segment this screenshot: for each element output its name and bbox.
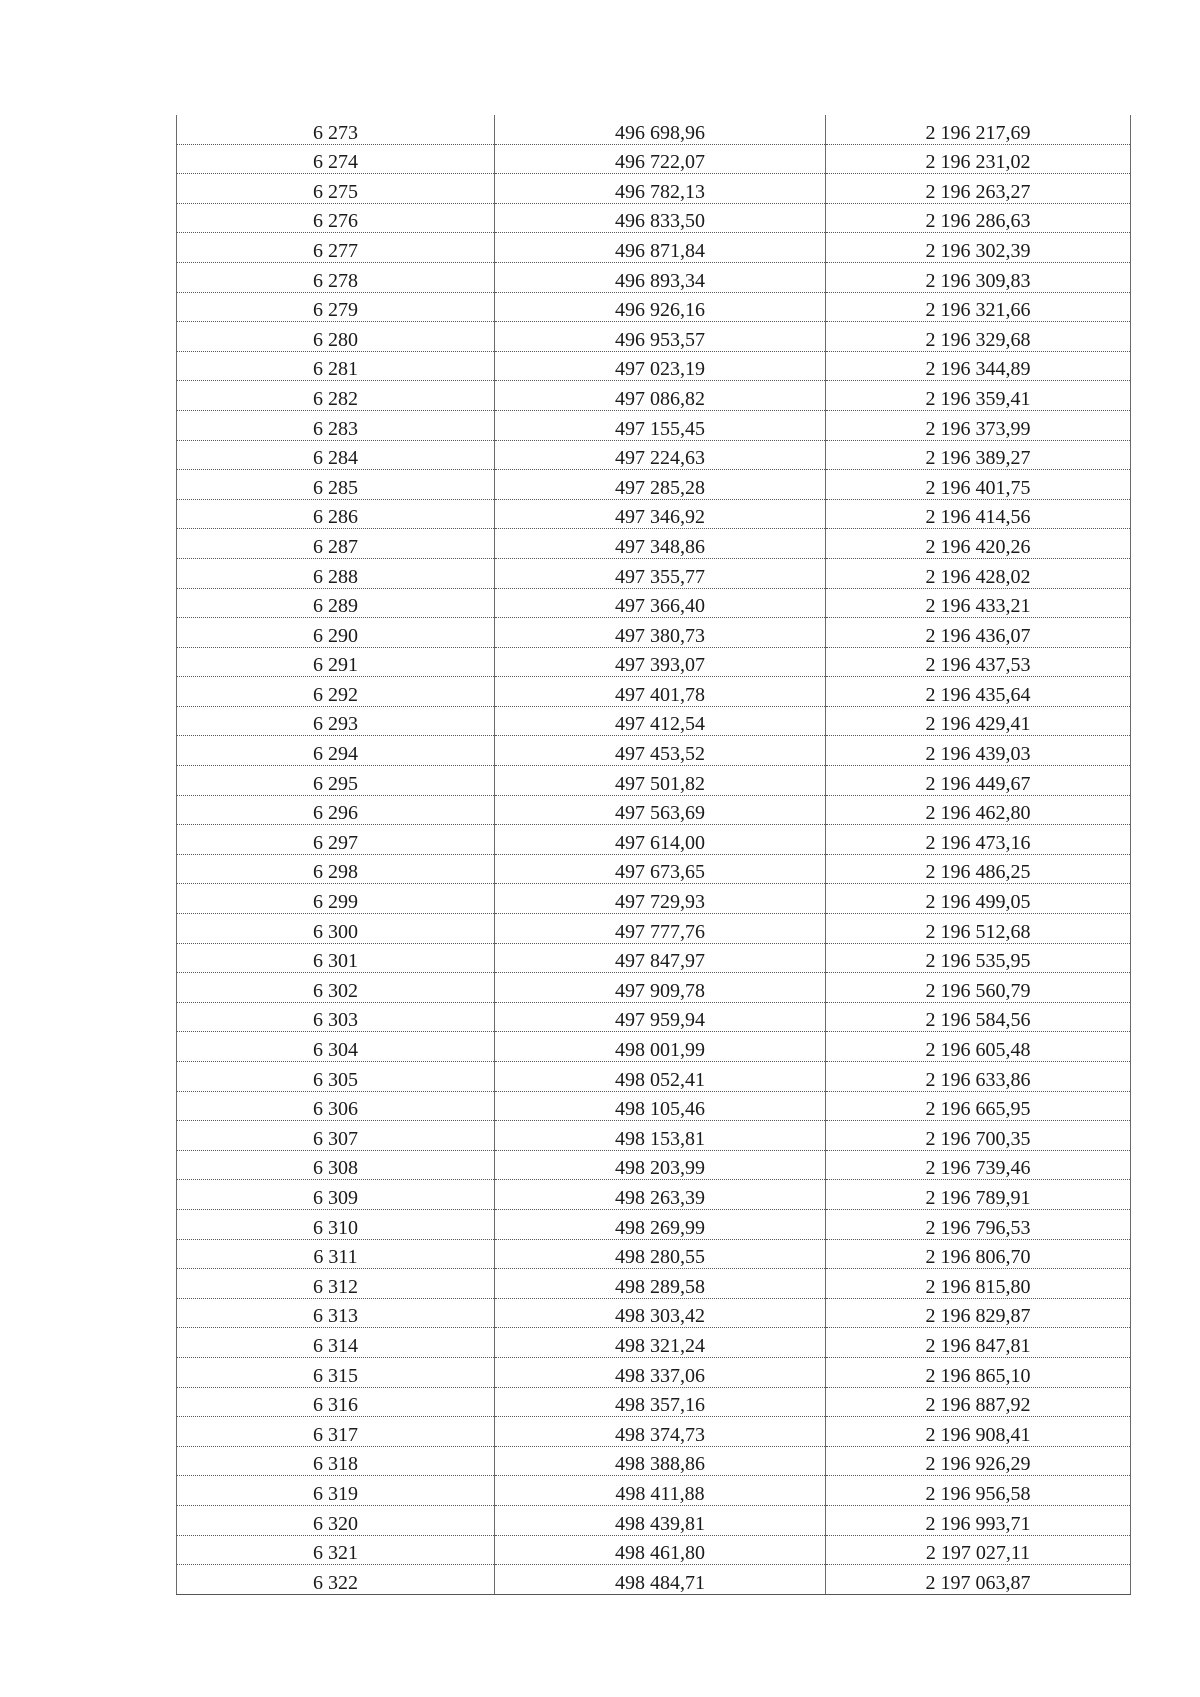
y-coordinate-cell: 2 196 420,26 — [826, 529, 1131, 559]
y-coordinate-cell: 2 196 437,53 — [826, 647, 1131, 677]
y-coordinate-cell: 2 196 739,46 — [826, 1150, 1131, 1180]
y-coordinate-cell: 2 196 473,16 — [826, 825, 1131, 855]
table-row — [177, 1209, 1131, 1239]
y-coordinate-cell: 2 196 865,10 — [826, 1357, 1131, 1387]
x-coordinate-cell: 498 411,88 — [495, 1476, 826, 1506]
point-number-cell: 6 303 — [177, 1002, 495, 1032]
point-number-cell: 6 309 — [177, 1180, 495, 1210]
table-row — [177, 292, 1131, 322]
y-coordinate-cell: 2 196 433,21 — [826, 588, 1131, 618]
table-row — [177, 1417, 1131, 1447]
point-number-cell: 6 312 — [177, 1269, 495, 1299]
point-number-cell: 6 300 — [177, 914, 495, 944]
x-coordinate-cell: 496 722,07 — [495, 144, 826, 174]
x-coordinate-cell: 497 155,45 — [495, 410, 826, 440]
y-coordinate-cell: 2 196 389,27 — [826, 440, 1131, 470]
x-coordinate-cell: 498 263,39 — [495, 1180, 826, 1210]
x-coordinate-cell: 498 153,81 — [495, 1121, 826, 1151]
y-coordinate-cell: 2 196 535,95 — [826, 943, 1131, 973]
table-row — [177, 1446, 1131, 1476]
x-coordinate-cell: 496 871,84 — [495, 233, 826, 263]
point-number-cell: 6 305 — [177, 1062, 495, 1092]
x-coordinate-cell: 497 285,28 — [495, 470, 826, 500]
point-number-cell: 6 289 — [177, 588, 495, 618]
y-coordinate-cell: 2 196 321,66 — [826, 292, 1131, 322]
table-row — [177, 1298, 1131, 1328]
x-coordinate-cell: 497 847,97 — [495, 943, 826, 973]
point-number-cell: 6 321 — [177, 1535, 495, 1565]
y-coordinate-cell: 2 196 435,64 — [826, 677, 1131, 707]
y-coordinate-cell: 2 196 789,91 — [826, 1180, 1131, 1210]
y-coordinate-cell: 2 196 414,56 — [826, 499, 1131, 529]
table-row — [177, 1002, 1131, 1032]
coordinates-table-body — [177, 115, 1131, 1594]
x-coordinate-cell: 497 909,78 — [495, 973, 826, 1003]
y-coordinate-cell: 2 196 815,80 — [826, 1269, 1131, 1299]
y-coordinate-cell: 2 196 665,95 — [826, 1091, 1131, 1121]
y-coordinate-cell: 2 196 449,67 — [826, 766, 1131, 796]
y-coordinate-cell: 2 196 829,87 — [826, 1298, 1131, 1328]
point-number-cell: 6 283 — [177, 410, 495, 440]
point-number-cell: 6 296 — [177, 795, 495, 825]
table-row — [177, 647, 1131, 677]
x-coordinate-cell: 496 893,34 — [495, 262, 826, 292]
point-number-cell: 6 310 — [177, 1209, 495, 1239]
x-coordinate-cell: 497 563,69 — [495, 795, 826, 825]
y-coordinate-cell: 2 196 806,70 — [826, 1239, 1131, 1269]
table-row — [177, 1476, 1131, 1506]
x-coordinate-cell: 498 388,86 — [495, 1446, 826, 1476]
x-coordinate-cell: 498 303,42 — [495, 1298, 826, 1328]
table-row — [177, 1180, 1131, 1210]
y-coordinate-cell: 2 196 956,58 — [826, 1476, 1131, 1506]
table-row — [177, 677, 1131, 707]
y-coordinate-cell: 2 196 302,39 — [826, 233, 1131, 263]
y-coordinate-cell: 2 196 436,07 — [826, 618, 1131, 648]
table-row — [177, 115, 1131, 144]
point-number-cell: 6 306 — [177, 1091, 495, 1121]
point-number-cell: 6 293 — [177, 706, 495, 736]
point-number-cell: 6 288 — [177, 558, 495, 588]
table-row — [177, 1565, 1131, 1595]
table-row — [177, 854, 1131, 884]
table-row — [177, 174, 1131, 204]
x-coordinate-cell: 497 355,77 — [495, 558, 826, 588]
x-coordinate-cell: 497 729,93 — [495, 884, 826, 914]
point-number-cell: 6 279 — [177, 292, 495, 322]
y-coordinate-cell: 2 196 373,99 — [826, 410, 1131, 440]
table-row — [177, 1239, 1131, 1269]
x-coordinate-cell: 498 461,80 — [495, 1535, 826, 1565]
x-coordinate-cell: 497 614,00 — [495, 825, 826, 855]
x-coordinate-cell: 498 439,81 — [495, 1505, 826, 1535]
x-coordinate-cell: 498 374,73 — [495, 1417, 826, 1447]
point-number-cell: 6 319 — [177, 1476, 495, 1506]
y-coordinate-cell: 2 196 329,68 — [826, 322, 1131, 352]
y-coordinate-cell: 2 196 401,75 — [826, 470, 1131, 500]
x-coordinate-cell: 497 401,78 — [495, 677, 826, 707]
point-number-cell: 6 273 — [177, 115, 495, 144]
x-coordinate-cell: 497 501,82 — [495, 766, 826, 796]
point-number-cell: 6 278 — [177, 262, 495, 292]
x-coordinate-cell: 498 001,99 — [495, 1032, 826, 1062]
table-row — [177, 1150, 1131, 1180]
y-coordinate-cell: 2 196 926,29 — [826, 1446, 1131, 1476]
point-number-cell: 6 286 — [177, 499, 495, 529]
y-coordinate-cell: 2 196 263,27 — [826, 174, 1131, 204]
point-number-cell: 6 298 — [177, 854, 495, 884]
point-number-cell: 6 311 — [177, 1239, 495, 1269]
x-coordinate-cell: 498 337,06 — [495, 1357, 826, 1387]
point-number-cell: 6 302 — [177, 973, 495, 1003]
x-coordinate-cell: 497 086,82 — [495, 381, 826, 411]
point-number-cell: 6 307 — [177, 1121, 495, 1151]
point-number-cell: 6 294 — [177, 736, 495, 766]
x-coordinate-cell: 498 052,41 — [495, 1062, 826, 1092]
point-number-cell: 6 313 — [177, 1298, 495, 1328]
table-row — [177, 499, 1131, 529]
x-coordinate-cell: 498 484,71 — [495, 1565, 826, 1595]
y-coordinate-cell: 2 196 560,79 — [826, 973, 1131, 1003]
y-coordinate-cell: 2 196 993,71 — [826, 1505, 1131, 1535]
y-coordinate-cell: 2 197 027,11 — [826, 1535, 1131, 1565]
point-number-cell: 6 281 — [177, 351, 495, 381]
point-number-cell: 6 284 — [177, 440, 495, 470]
table-row — [177, 588, 1131, 618]
table-row — [177, 203, 1131, 233]
table-row — [177, 440, 1131, 470]
x-coordinate-cell: 497 380,73 — [495, 618, 826, 648]
point-number-cell: 6 287 — [177, 529, 495, 559]
table-row — [177, 1387, 1131, 1417]
x-coordinate-cell: 496 953,57 — [495, 322, 826, 352]
point-number-cell: 6 275 — [177, 174, 495, 204]
y-coordinate-cell: 2 196 633,86 — [826, 1062, 1131, 1092]
point-number-cell: 6 290 — [177, 618, 495, 648]
point-number-cell: 6 297 — [177, 825, 495, 855]
x-coordinate-cell: 496 782,13 — [495, 174, 826, 204]
table-row — [177, 470, 1131, 500]
point-number-cell: 6 316 — [177, 1387, 495, 1417]
table-row — [177, 706, 1131, 736]
x-coordinate-cell: 498 269,99 — [495, 1209, 826, 1239]
y-coordinate-cell: 2 196 584,56 — [826, 1002, 1131, 1032]
y-coordinate-cell: 2 196 344,89 — [826, 351, 1131, 381]
table-row — [177, 410, 1131, 440]
y-coordinate-cell: 2 196 605,48 — [826, 1032, 1131, 1062]
x-coordinate-cell: 498 105,46 — [495, 1091, 826, 1121]
table-row — [177, 262, 1131, 292]
x-coordinate-cell: 498 203,99 — [495, 1150, 826, 1180]
table-row — [177, 1357, 1131, 1387]
table-row — [177, 1505, 1131, 1535]
point-number-cell: 6 314 — [177, 1328, 495, 1358]
point-number-cell: 6 320 — [177, 1505, 495, 1535]
table-row — [177, 351, 1131, 381]
point-number-cell: 6 322 — [177, 1565, 495, 1595]
table-row — [177, 1535, 1131, 1565]
point-number-cell: 6 299 — [177, 884, 495, 914]
y-coordinate-cell: 2 196 887,92 — [826, 1387, 1131, 1417]
point-number-cell: 6 317 — [177, 1417, 495, 1447]
y-coordinate-cell: 2 196 499,05 — [826, 884, 1131, 914]
y-coordinate-cell: 2 196 231,02 — [826, 144, 1131, 174]
point-number-cell: 6 318 — [177, 1446, 495, 1476]
x-coordinate-cell: 497 023,19 — [495, 351, 826, 381]
table-row — [177, 795, 1131, 825]
table-row — [177, 144, 1131, 174]
x-coordinate-cell: 497 393,07 — [495, 647, 826, 677]
table-row — [177, 766, 1131, 796]
y-coordinate-cell: 2 196 486,25 — [826, 854, 1131, 884]
point-number-cell: 6 277 — [177, 233, 495, 263]
table-row — [177, 1121, 1131, 1151]
table-row — [177, 322, 1131, 352]
x-coordinate-cell: 497 346,92 — [495, 499, 826, 529]
x-coordinate-cell: 496 926,16 — [495, 292, 826, 322]
point-number-cell: 6 291 — [177, 647, 495, 677]
table-row — [177, 1328, 1131, 1358]
table-row — [177, 943, 1131, 973]
table-row — [177, 233, 1131, 263]
table-row — [177, 1062, 1131, 1092]
x-coordinate-cell: 497 412,54 — [495, 706, 826, 736]
point-number-cell: 6 308 — [177, 1150, 495, 1180]
x-coordinate-cell: 498 289,58 — [495, 1269, 826, 1299]
x-coordinate-cell: 497 224,63 — [495, 440, 826, 470]
table-row — [177, 529, 1131, 559]
x-coordinate-cell: 497 453,52 — [495, 736, 826, 766]
y-coordinate-cell: 2 196 428,02 — [826, 558, 1131, 588]
table-row — [177, 1269, 1131, 1299]
y-coordinate-cell: 2 196 429,41 — [826, 706, 1131, 736]
table-row — [177, 973, 1131, 1003]
table-row — [177, 825, 1131, 855]
coordinates-table — [176, 115, 1131, 1595]
x-coordinate-cell: 496 833,50 — [495, 203, 826, 233]
point-number-cell: 6 292 — [177, 677, 495, 707]
y-coordinate-cell: 2 196 700,35 — [826, 1121, 1131, 1151]
table-row — [177, 618, 1131, 648]
y-coordinate-cell: 2 196 217,69 — [826, 115, 1131, 144]
y-coordinate-cell: 2 196 908,41 — [826, 1417, 1131, 1447]
y-coordinate-cell: 2 197 063,87 — [826, 1565, 1131, 1595]
x-coordinate-cell: 497 959,94 — [495, 1002, 826, 1032]
table-row — [177, 884, 1131, 914]
x-coordinate-cell: 498 280,55 — [495, 1239, 826, 1269]
point-number-cell: 6 315 — [177, 1357, 495, 1387]
point-number-cell: 6 301 — [177, 943, 495, 973]
x-coordinate-cell: 497 348,86 — [495, 529, 826, 559]
point-number-cell: 6 276 — [177, 203, 495, 233]
x-coordinate-cell: 496 698,96 — [495, 115, 826, 144]
y-coordinate-cell: 2 196 512,68 — [826, 914, 1131, 944]
y-coordinate-cell: 2 196 796,53 — [826, 1209, 1131, 1239]
point-number-cell: 6 295 — [177, 766, 495, 796]
x-coordinate-cell: 498 321,24 — [495, 1328, 826, 1358]
x-coordinate-cell: 497 777,76 — [495, 914, 826, 944]
y-coordinate-cell: 2 196 847,81 — [826, 1328, 1131, 1358]
table-row — [177, 914, 1131, 944]
table-row — [177, 558, 1131, 588]
x-coordinate-cell: 497 673,65 — [495, 854, 826, 884]
point-number-cell: 6 280 — [177, 322, 495, 352]
table-row — [177, 1032, 1131, 1062]
y-coordinate-cell: 2 196 309,83 — [826, 262, 1131, 292]
x-coordinate-cell: 498 357,16 — [495, 1387, 826, 1417]
table-row — [177, 736, 1131, 766]
point-number-cell: 6 282 — [177, 381, 495, 411]
point-number-cell: 6 274 — [177, 144, 495, 174]
x-coordinate-cell: 497 366,40 — [495, 588, 826, 618]
point-number-cell: 6 285 — [177, 470, 495, 500]
y-coordinate-cell: 2 196 439,03 — [826, 736, 1131, 766]
y-coordinate-cell: 2 196 286,63 — [826, 203, 1131, 233]
point-number-cell: 6 304 — [177, 1032, 495, 1062]
table-row — [177, 381, 1131, 411]
table-row — [177, 1091, 1131, 1121]
y-coordinate-cell: 2 196 462,80 — [826, 795, 1131, 825]
y-coordinate-cell: 2 196 359,41 — [826, 381, 1131, 411]
